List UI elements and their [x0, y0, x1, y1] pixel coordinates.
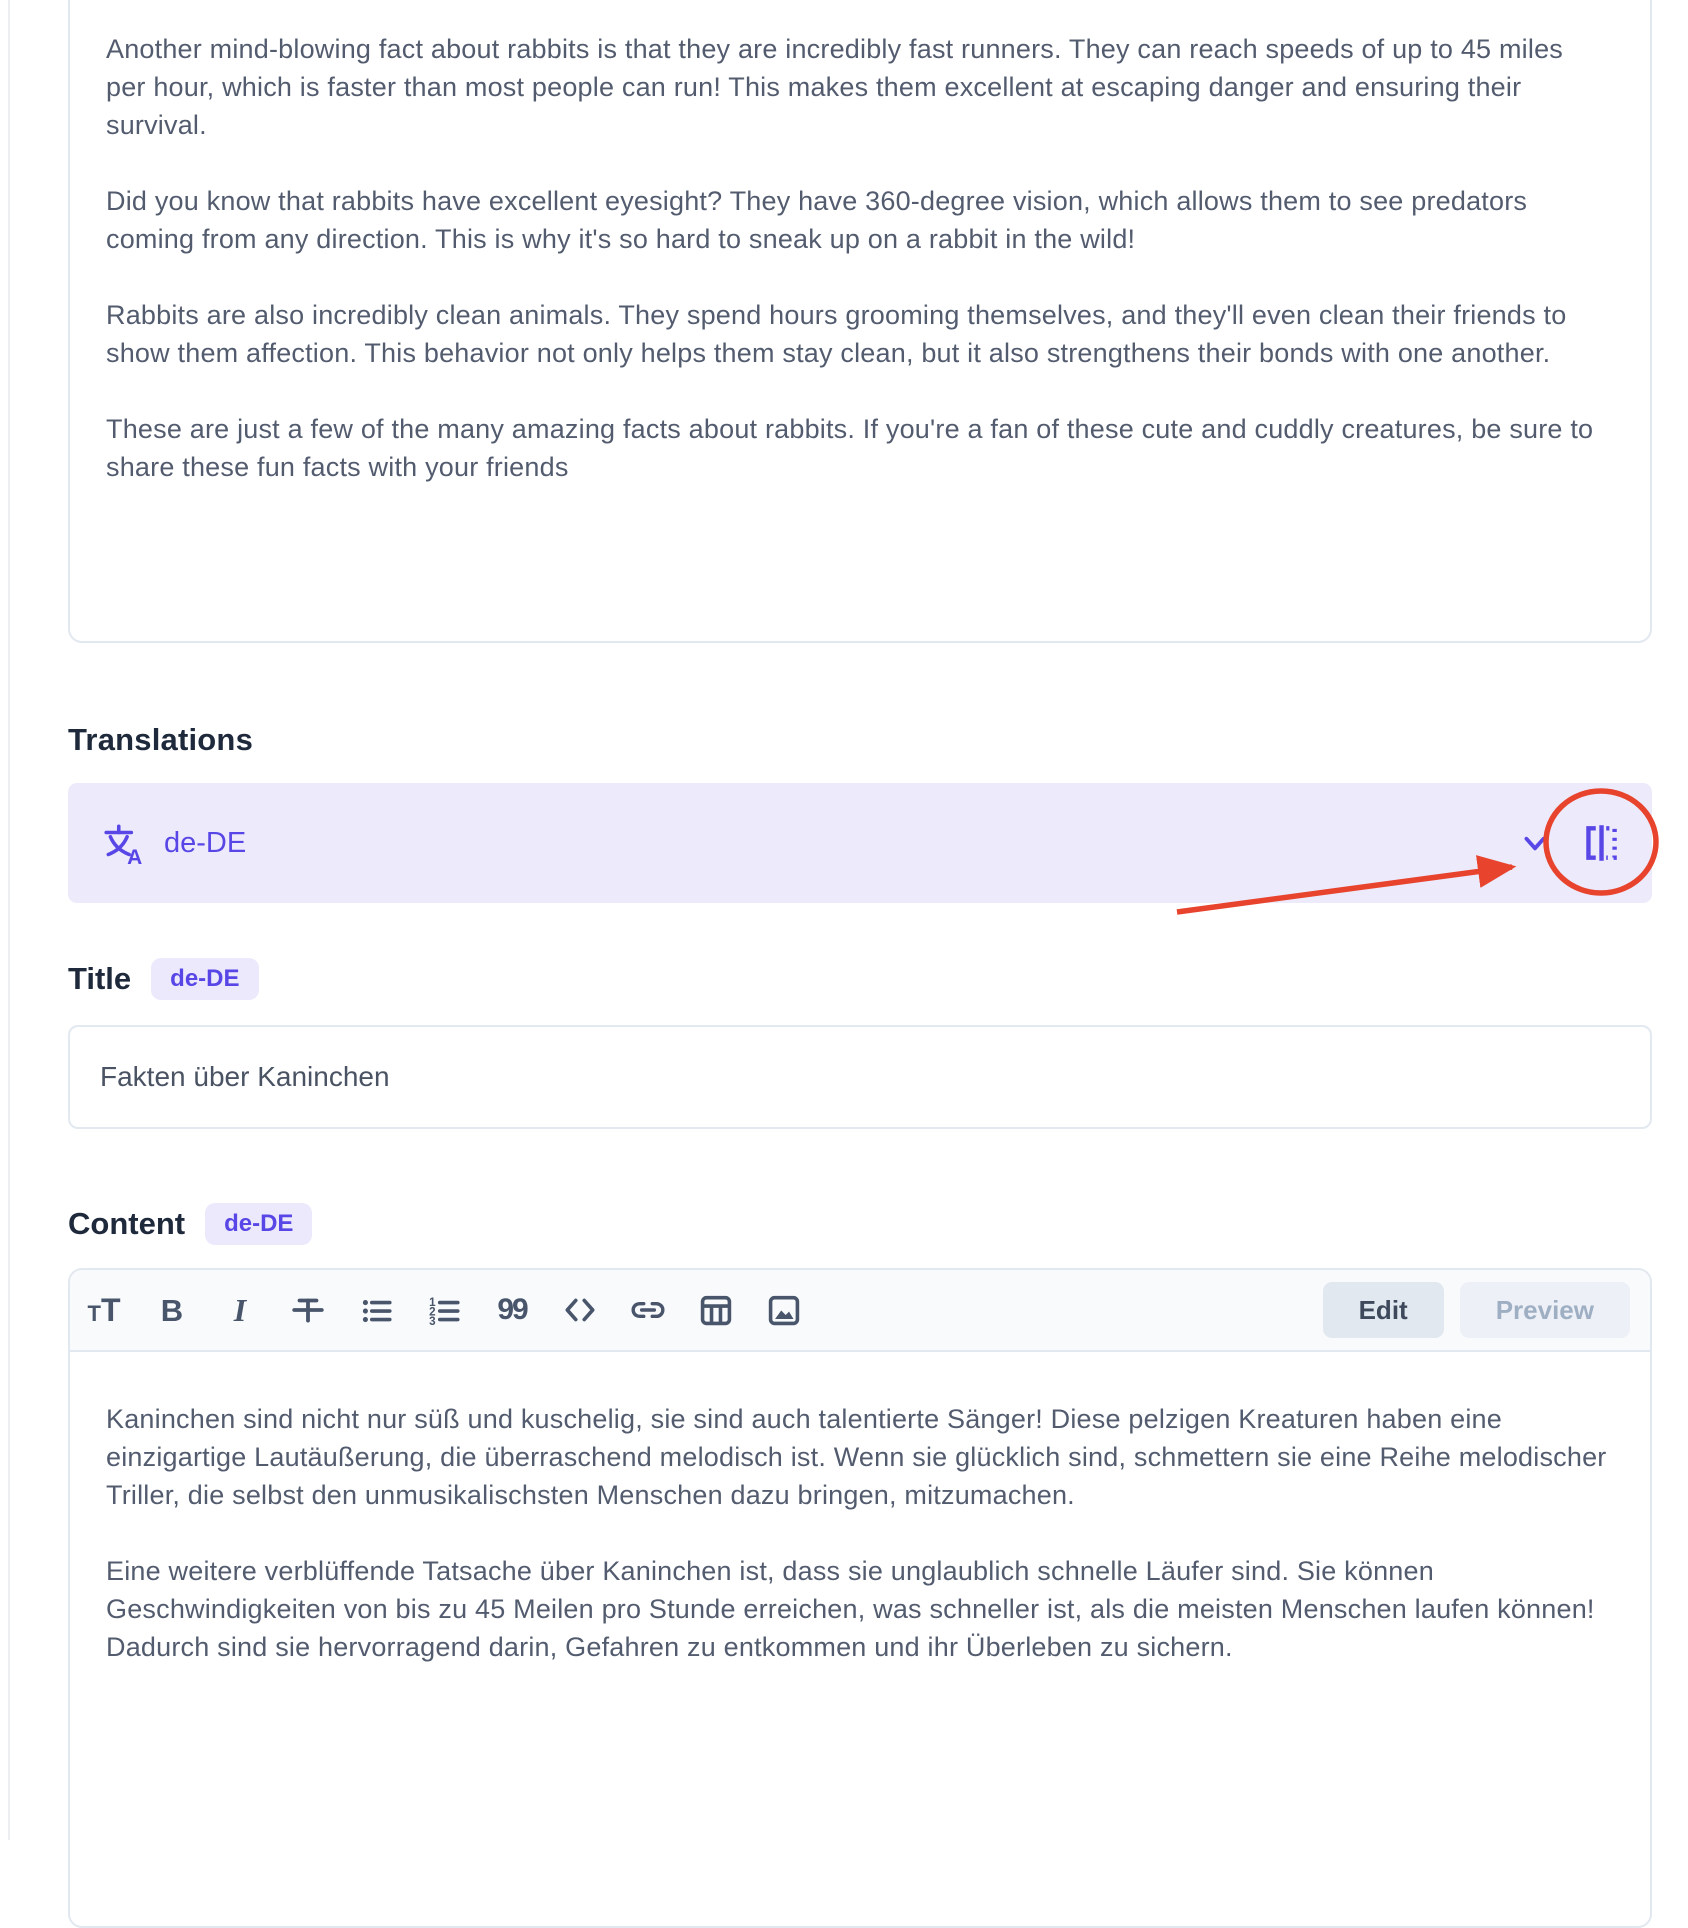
content-locale-badge: de-DE	[205, 1203, 312, 1245]
english-paragraph: Did you know that rabbits have excellent eyesight? They have 360-degree vision, which allows them to see predators coming from any direction. This is why it's so hard to sneak up on a rabbit in the wild!	[106, 186, 1528, 254]
code-icon[interactable]	[560, 1286, 600, 1334]
title-field-label: Title	[68, 961, 132, 996]
chevron-down-icon[interactable]	[1518, 826, 1552, 860]
svg-text:3: 3	[429, 1314, 436, 1328]
table-icon[interactable]	[696, 1286, 736, 1334]
bullet-list-icon[interactable]	[356, 1286, 396, 1334]
locale-label: de-DE	[164, 826, 247, 859]
italic-icon[interactable]: I	[220, 1286, 260, 1334]
translation-locale-row[interactable]	[68, 783, 1652, 903]
split-view-button[interactable]	[1578, 820, 1624, 866]
split-view-icon	[1578, 820, 1624, 866]
translate-icon	[102, 821, 146, 865]
svg-text:1: 1	[429, 1295, 436, 1309]
image-icon[interactable]	[764, 1286, 804, 1334]
strikethrough-icon[interactable]	[288, 1286, 328, 1334]
german-paragraph: Kaninchen sind nicht nur süß und kuschelig, sie sind auch talentierte Sänger! Diese pelzigen Kreaturen haben eine einzigartige Lautäußerung, die überraschend melodisch ist. Wenn sie glücklich sind, schmettern sie eine Reihe melodischer Triller, die selbst den unmusikalischsten Menschen dazu bringen, mitzumachen.	[106, 1404, 1607, 1510]
svg-text:2: 2	[429, 1305, 436, 1319]
ordered-list-icon[interactable]	[424, 1286, 464, 1334]
quote-icon[interactable]: 99	[492, 1286, 532, 1334]
editor-toolbar	[70, 1270, 1650, 1352]
title-input[interactable]	[68, 1025, 1652, 1129]
title-locale-badge: de-DE	[151, 958, 258, 1000]
link-icon[interactable]	[628, 1286, 668, 1334]
english-content-textarea[interactable]	[68, 0, 1652, 643]
rich-text-editor	[68, 1268, 1652, 1928]
edit-button[interactable]: Edit	[1323, 1282, 1444, 1338]
german-paragraph: Eine weitere verblüffende Tatsache über Kaninchen ist, dass sie unglaublich schnelle Läufer sind. Sie können Geschwindigkeiten von bis zu 45 Meilen pro Stunde erreichen, was schneller ist, als die meisten Menschen laufen können! Dadurch sind sie hervorragend darin, Gefahren zu entkommen und ihr Überleben zu sichern.	[106, 1556, 1595, 1662]
panel-divider	[8, 0, 10, 1840]
preview-button[interactable]: Preview	[1460, 1282, 1630, 1338]
svg-text:A: A	[127, 845, 143, 865]
content-field-label: Content	[68, 1206, 186, 1241]
translations-heading: Translations	[68, 722, 254, 757]
english-paragraph: These are just a few of the many amazing facts about rabbits. If you're a fan of these cute and cuddly creatures, be sure to share these fun facts with your friends	[106, 414, 1594, 482]
english-paragraph: Rabbits are also incredibly clean animals. They spend hours grooming themselves, and they'll even clean their friends to show them affection. This behavior not only helps them stay clean, but it also strengthens their bonds with one another.	[106, 300, 1567, 368]
bold-icon[interactable]: B	[152, 1286, 192, 1334]
english-paragraph: Another mind-blowing fact about rabbits is that they are incredibly fast runners. They can reach speeds of up to 45 miles per hour, which is faster than most people can run! This makes them excellent at escaping danger and ensuring their survival.	[106, 34, 1563, 140]
text-size-icon[interactable]: TT	[84, 1286, 124, 1334]
content-editor-textarea[interactable]	[70, 1352, 1650, 1666]
